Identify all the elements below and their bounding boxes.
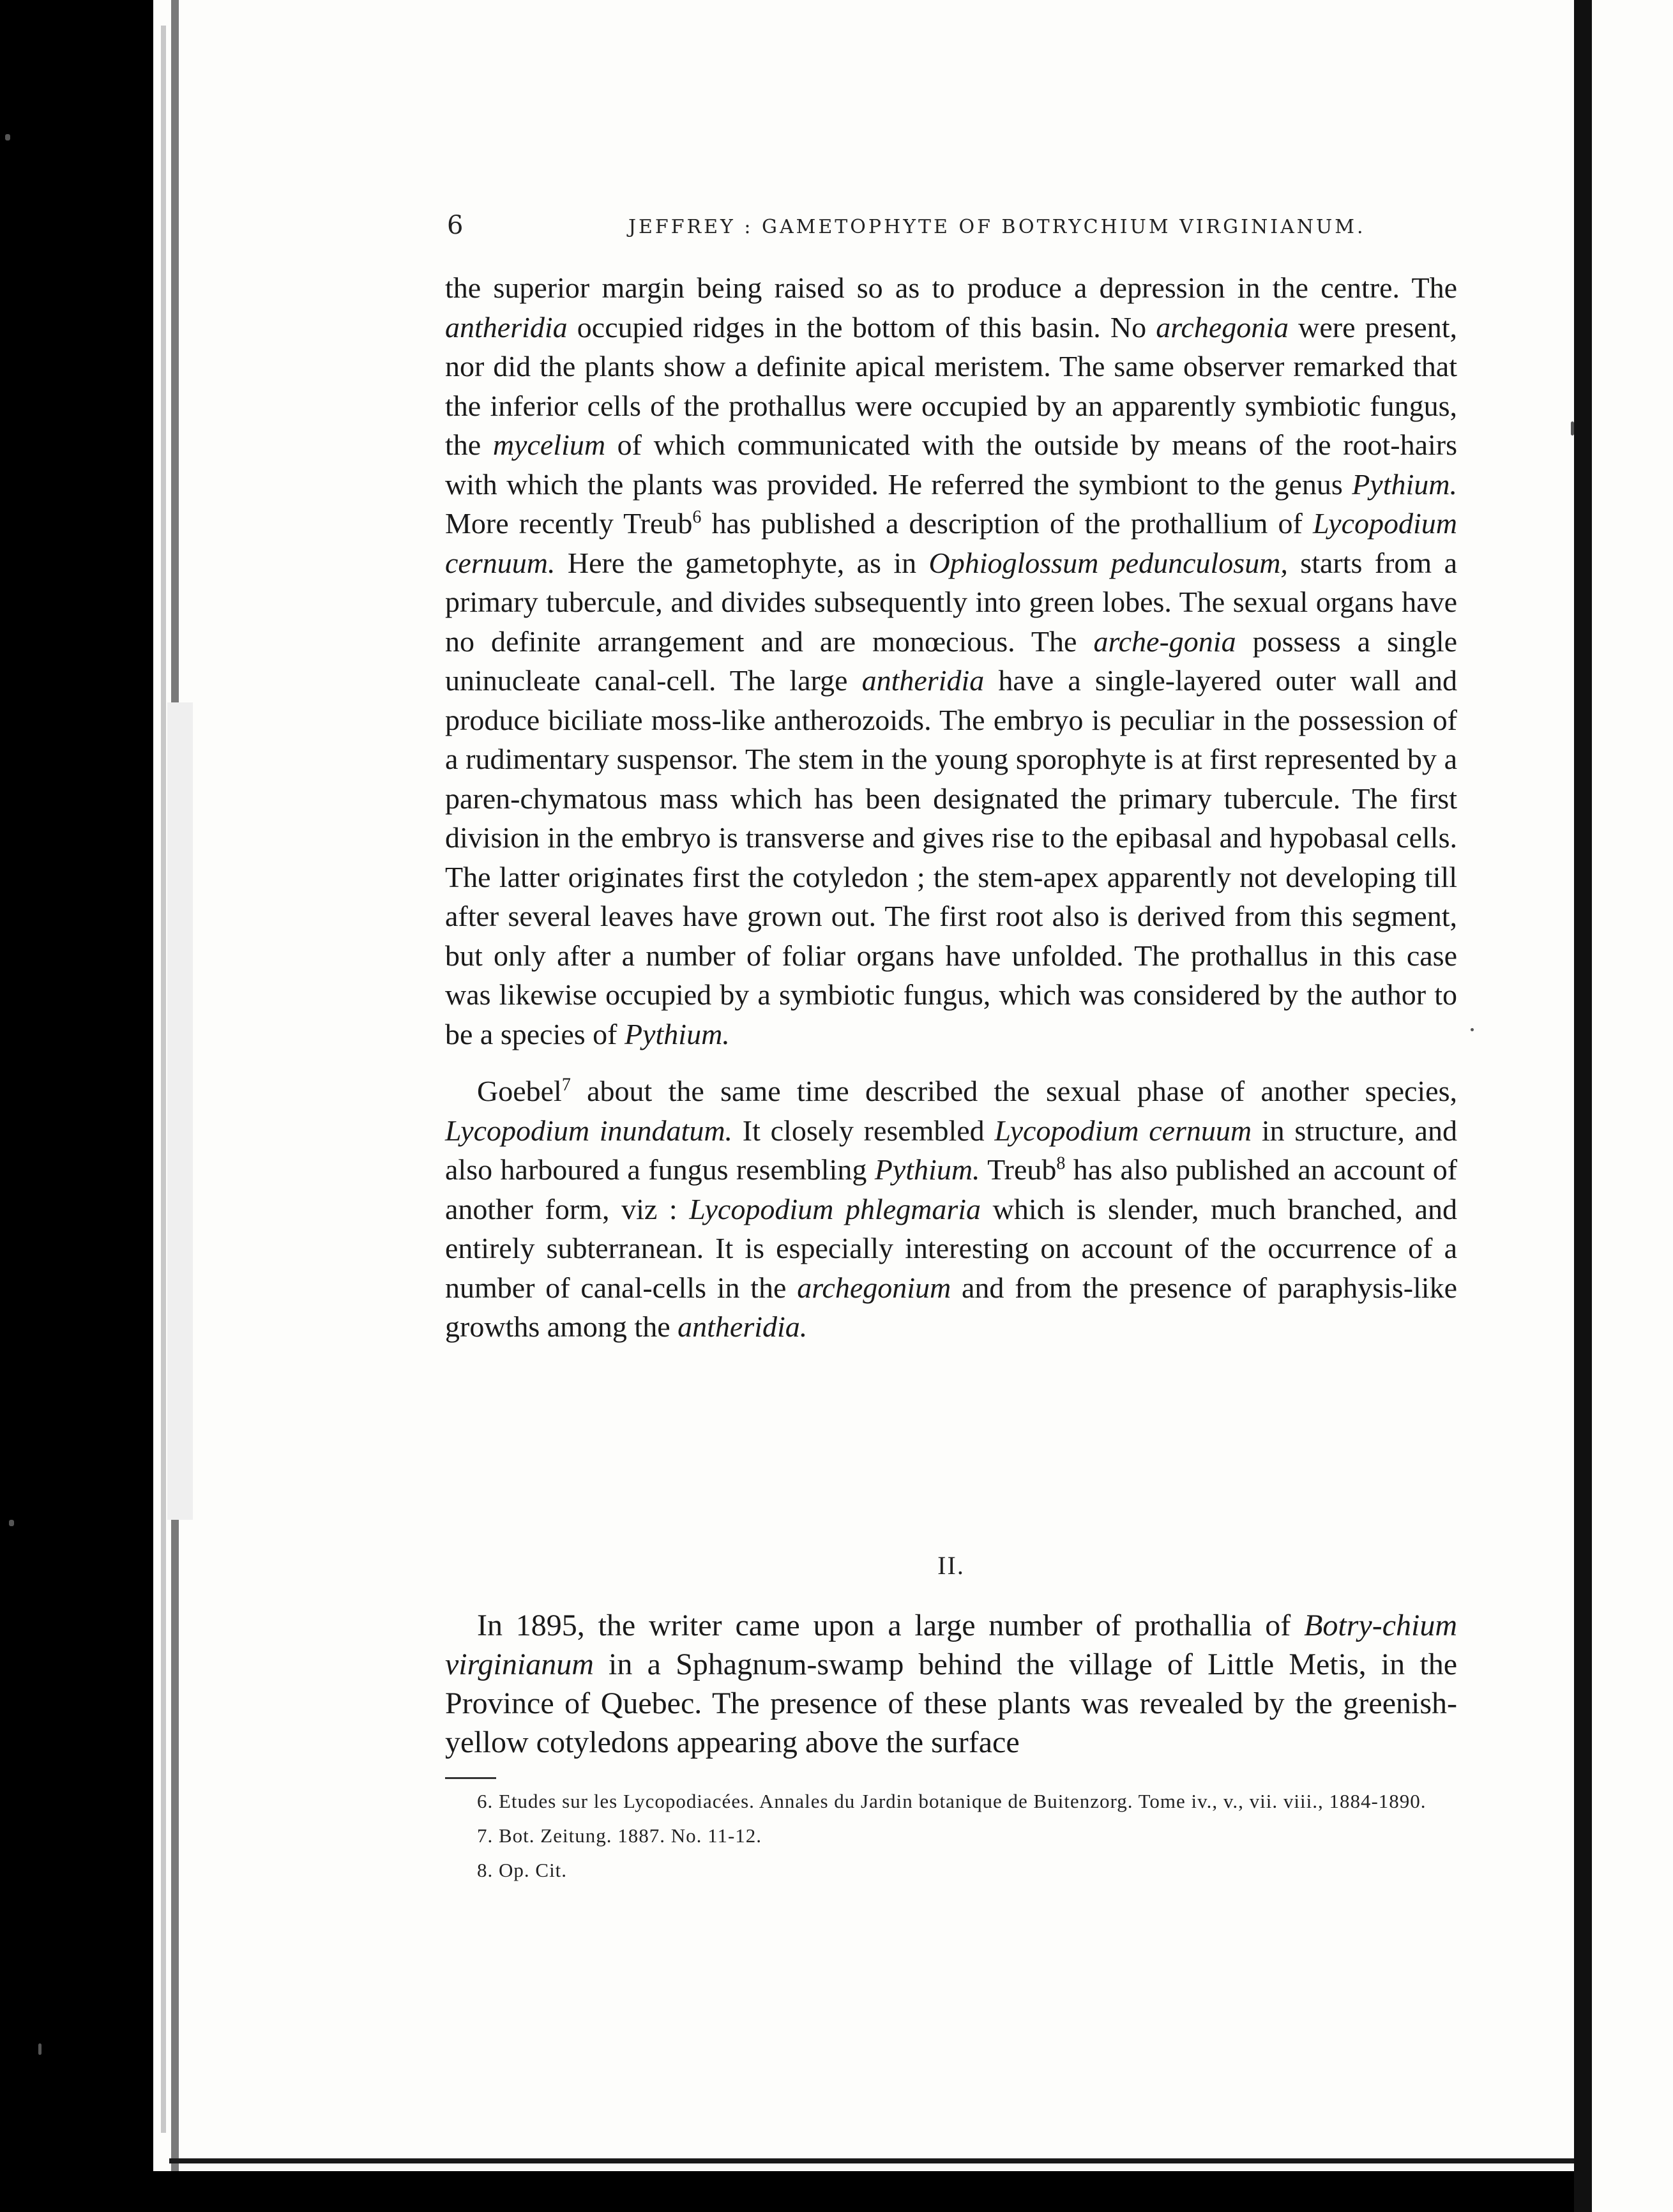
right-margin xyxy=(1592,0,1673,2212)
scan-speck xyxy=(9,1520,14,1526)
italic-term: mycelium xyxy=(492,428,606,461)
italic-term: antheridia xyxy=(861,664,985,697)
footnote-8: 8. Op. Cit. xyxy=(477,1859,568,1881)
scan-speck xyxy=(1471,1028,1474,1031)
section-heading: II. xyxy=(937,1551,965,1580)
italic-term: antheridia. xyxy=(678,1310,808,1343)
page-number: 6 xyxy=(447,211,464,240)
scan-speck xyxy=(1571,421,1574,436)
paragraph: In 1895, the writer came upon a large number of prothallia of Botry-chium virginianum in a Sphagnum-swamp behind the village of Little Metis, in the Province of Quebec. The presence of these plants was revealed by the greenish-yellow cotyledons appearing above the surface xyxy=(445,1609,1457,1759)
italic-term: Lycopodium cernuum. xyxy=(445,507,1458,579)
main-text-section-one xyxy=(445,268,1457,1347)
main-text-section-two xyxy=(445,1606,1457,1762)
paragraph: Goebel$^7$ about the same time described the sexual phase of another species, Lycopodium inundatum. It closely resembled Lycopodium cernuum in structure, and also harboured a fungus resembling Pythium. Treub$^8$ has also published an account of another form, viz : Lycopodium phlegmaria which is slender, much branched, and entirely subterranean. It is especially interesting on account of the occurrence of a number of canal-cells in the archegonium and from the presence of paraphysis-like growths among the antheridia. xyxy=(445,1075,1458,1343)
footnote-reference: 8 xyxy=(1056,1153,1066,1174)
footnote-divider xyxy=(445,1777,496,1779)
scan-speck xyxy=(38,2043,42,2055)
page-binding-shadow xyxy=(161,26,166,2133)
footnote-reference: 6 xyxy=(692,507,702,527)
running-header xyxy=(447,211,1469,243)
scan-speck xyxy=(5,134,10,140)
italic-term: archegonium xyxy=(797,1271,951,1304)
italic-term: Lycopodium inundatum. xyxy=(445,1114,733,1147)
italic-term: Lycopodium phlegmaria xyxy=(689,1192,981,1225)
italic-term: Pythium. xyxy=(1352,467,1457,501)
footnote-7: 7. Bot. Zeitung. 1887. No. 11-12. xyxy=(477,1824,762,1847)
italic-term: arche-gonia xyxy=(1093,625,1236,658)
italic-term: Botry-chium virginianum xyxy=(445,1609,1457,1681)
right-page-edge xyxy=(1574,0,1592,2212)
left-dark-margin xyxy=(0,0,153,2212)
italic-term: Pythium. xyxy=(625,1017,730,1050)
paragraph: the superior margin being raised so as to produce a depression in the centre. The antheridia occupied ridges in the bottom of this basin. No archegonia were present, nor did the plants show a definite apical meristem. The same observer remarked that the inferior cells of the prothallus were occupied by an apparently symbiotic fungus, the mycelium of which communicated with the outside by means of the root-hairs with which the plants was provided. He referred the symbiont to the genus Pythium. More recently Treub$^6$ has published a description of the prothallium of Lycopodium cernuum. Here the gametophyte, as in Ophioglossum pedunculosum, starts from a primary tubercule, and divides subsequently into green lobes. The sexual organs have no definite arrangement and are monœcious. The arche-gonia possess a single uninucleate canal-cell. The large antheridia have a single-layered outer wall and produce biciliate moss-like antherozoids. The embryo is peculiar in the possession of a rudimentary suspensor. The stem in the young sporophyte is at first represented by a paren-chymatous mass which has been designated the primary tubercule. The first division in the embryo is transverse and gives rise to the epibasal and hypobasal cells. The latter originates first the cotyledon ; the stem-apex apparently not developing till after several leaves have grown out. The first root also is derived from this segment, but only after a number of foliar organs have unfolded. The prothallus in this case was likewise occupied by a symbiotic fungus, which was considered by the author to be a species of Pythium. xyxy=(445,271,1458,1050)
running-title: JEFFREY : GAMETOPHYTE OF BOTRYCHIUM VIRGINIANUM. xyxy=(628,216,1366,238)
footnote-6: 6. Etudes sur les Lycopodiacées. Annales du Jardin botanique de Buitenzorg. Tome iv., v., vii. viii., 1884-1890. xyxy=(477,1790,1427,1812)
italic-term: archegonia xyxy=(1156,310,1289,344)
italic-term: antheridia xyxy=(445,310,568,344)
italic-term: Lycopodium cernuum xyxy=(994,1114,1252,1147)
footnote-reference: 7 xyxy=(561,1075,571,1095)
footnotes xyxy=(445,1788,1457,1884)
italic-term: Pythium. xyxy=(874,1153,980,1186)
binding-clip xyxy=(167,702,193,1520)
bottom-edge-rule xyxy=(169,2158,1574,2163)
italic-term: Ophioglossum pedunculosum, xyxy=(928,546,1288,579)
